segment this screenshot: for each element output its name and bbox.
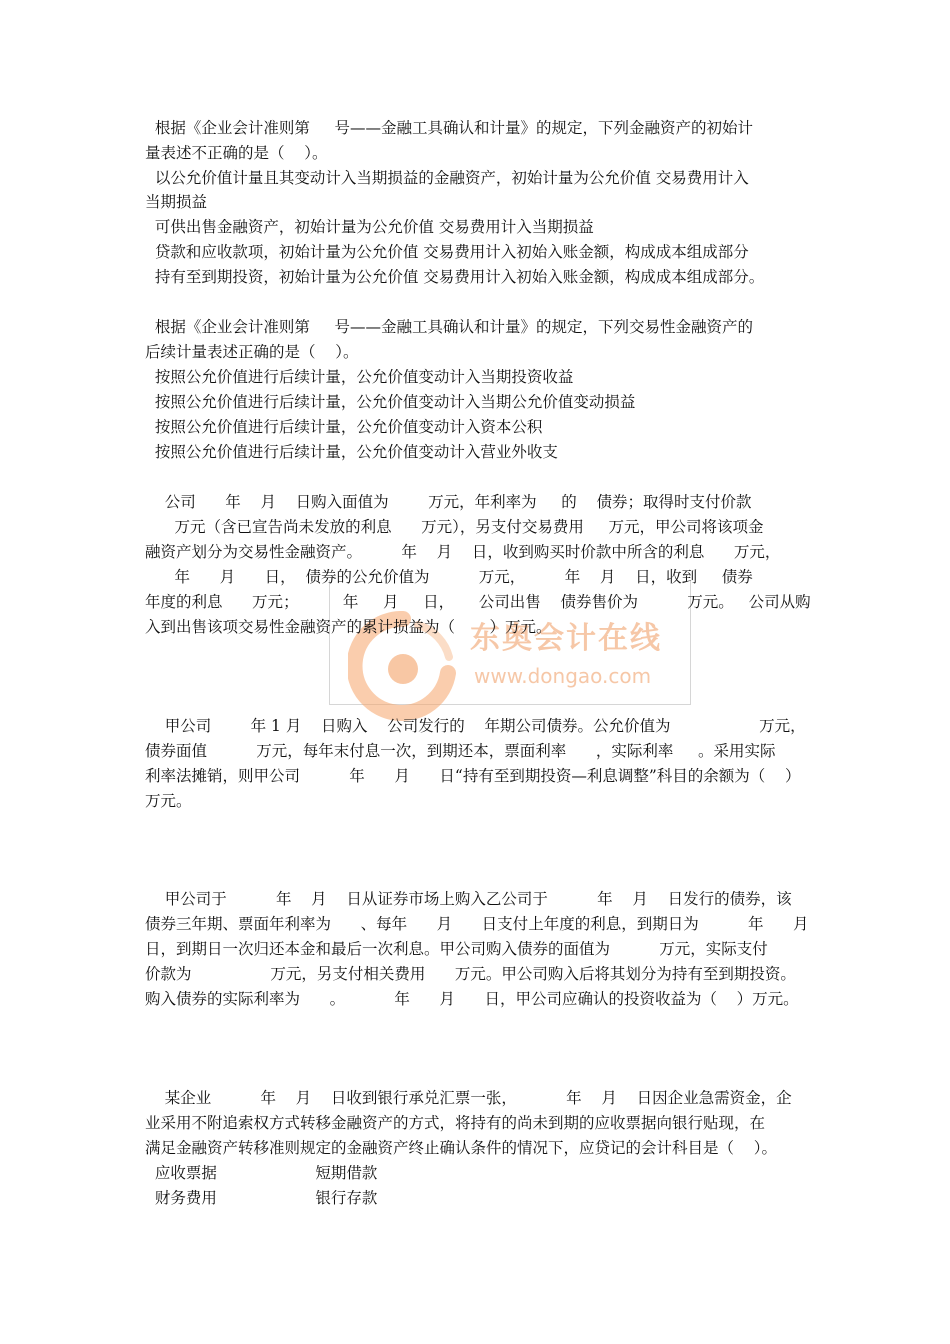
q2-stem-line-1: 根据《企业会计准则第 号——金融工具确认和计量》的规定，下列交易性金融资产的	[145, 318, 753, 336]
q6-options-row-2: 财务费用 银行存款	[145, 1189, 378, 1207]
q3-line-1: 公司 年 月 日购入面值为 万元，年利率为 的 债券；取得时支付价款	[145, 493, 752, 511]
q1-stem-line-1: 根据《企业会计准则第 号——金融工具确认和计量》的规定，下列金融资产的初始计	[145, 119, 753, 137]
q4-line-2: 债券面值 万元，每年末付息一次，到期还本，票面利率 ，实际利率 。采用实际	[145, 742, 776, 760]
q6-line-3: 满足金融资产转移准则规定的金融资产终止确认条件的情况下，应贷记的会计科目是（ ）。	[145, 1139, 777, 1157]
q4-line-1: 甲公司 年 1 月 日购入 公司发行的 年期公司债券。公允价值为 万元，	[145, 717, 806, 735]
q3-line-5: 年度的利息 万元； 年 月 日， 公司出售 债券售价为 万元。 公司从购	[145, 593, 811, 611]
q2-stem-line-2: 后续计量表述正确的是（ ）。	[145, 343, 359, 361]
q6-options-row-1: 应收票据 短期借款	[145, 1164, 378, 1182]
q3-line-4: 年 月 日， 债券的公允价值为 万元， 年 月 日，收到 债券	[145, 568, 753, 586]
q2-option-c: 按照公允价值进行后续计量，公允价值变动计入资本公积	[145, 418, 543, 436]
q2-option-a: 按照公允价值进行后续计量，公允价值变动计入当期投资收益	[145, 368, 574, 386]
q2-option-d: 按照公允价值进行后续计量，公允价值变动计入营业外收支	[145, 443, 558, 461]
q4-line-4: 万元。	[145, 792, 192, 810]
q5-line-1: 甲公司于 年 月 日从证券市场上购入乙公司于 年 月 日发行的债券，该	[145, 890, 792, 908]
q1-option-a-line-2: 当期损益	[145, 193, 208, 211]
q1-stem-line-2: 量表述不正确的是（ ）。	[145, 144, 328, 162]
q6-line-1: 某企业 年 月 日收到银行承兑汇票一张， 年 月 日因企业急需资金，企	[145, 1089, 792, 1107]
q3-line-3: 融资产划分为交易性金融资产。 年 月 日，收到购买时价款中所含的利息 万元，	[145, 543, 781, 561]
watermark-url-text: www.dongao.com	[474, 664, 652, 688]
watermark-brand-text: 东奥会计在线	[470, 621, 662, 656]
q5-line-2: 债券三年期、票面年利率为 、每年 月 日支付上年度的利息，到期日为 年 月	[145, 915, 809, 933]
q2-option-b: 按照公允价值进行后续计量，公允价值变动计入当期公允价值变动损益	[145, 393, 636, 411]
q3-line-2: 万元（含已宣告尚未发放的利息 万元），另支付交易费用 万元，甲公司将该项金	[145, 518, 764, 536]
q5-line-4: 价款为 万元，另支付相关费用 万元。甲公司购入后将其划分为持有至到期投资。	[145, 965, 796, 983]
q5-line-5: 购入债券的实际利率为 。 年 月 日，甲公司应确认的投资收益为（ ）万元。	[145, 990, 799, 1008]
q1-option-b: 可供出售金融资产，初始计量为公允价值 交易费用计入当期损益	[145, 218, 594, 236]
q3-line-6: 入到出售该项交易性金融资产的累计损益为（ ）万元。	[145, 618, 552, 636]
q1-option-c: 贷款和应收款项，初始计量为公允价值 交易费用计入初始入账金额，构成成本组成部分	[145, 243, 749, 261]
q1-option-d: 持有至到期投资，初始计量为公允价值 交易费用计入初始入账金额，构成成本组成部分。	[145, 268, 765, 286]
q1-option-a-line-1: 以公允价值计量且其变动计入当期损益的金融资产，初始计量为公允价值 交易费用计入	[145, 169, 749, 187]
q4-line-3: 利率法摊销，则甲公司 年 月 日“持有至到期投资—利息调整”科目的余额为（ ）	[145, 767, 801, 785]
q5-line-3: 日，到期日一次归还本金和最后一次利息。甲公司购入债券的面值为 万元，实际支付	[145, 940, 768, 958]
q6-line-2: 业采用不附追索权方式转移金融资产的方式，将持有的尚未到期的应收票据向银行贴现，在	[145, 1114, 766, 1132]
